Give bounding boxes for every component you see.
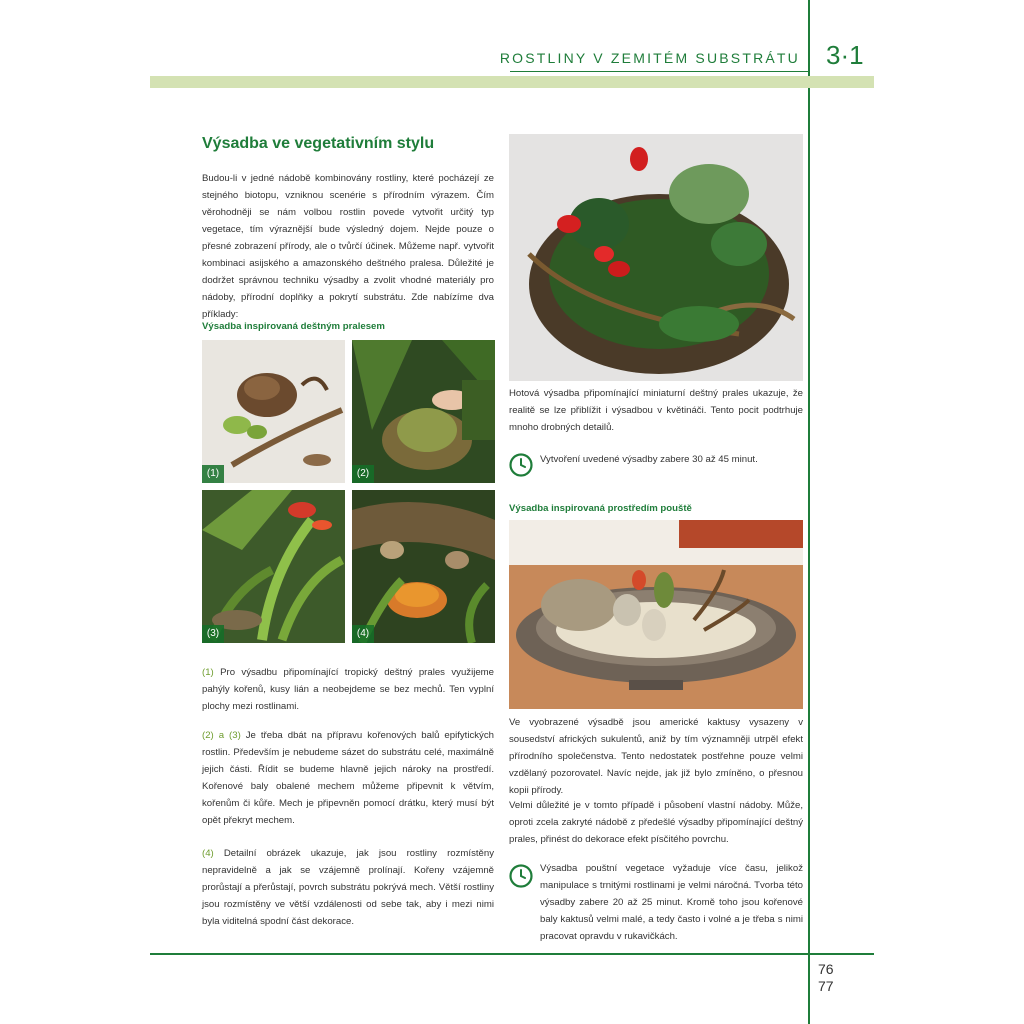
step-1-text: Pro výsadbu připomínající tropický deštný prales využijeme pahýly kořenů, kusy lián a neobejdeme se bez mechů. Ten vyplní plochy mezi rostlinami. [202,667,494,712]
step-1-tag: (1) [202,667,214,678]
intro-paragraph: Budou-li v jedné nádobě kombinovány rostliny, které pocházejí ze stejného biotopu, vzniknou scenérie s přírodním výrazem. Čím věrohodněji se nám volbou rostlin povede vytvořit určitý typ vegetace, tím výraznější bude výsledný dojem. Nejde pouze o přesné zobrazení přírody, ale o tvůrčí účinek. Můžeme např. vytvořit kombinaci asijského a amazonského deštného pralesa. Důležité je dodržet správnou techniku výsadby a zvolit vhodné materiály pro nádoby, přírodní doplňky a pokrytí substrátu. Zde nabízíme dva příklady: [202,173,494,320]
photo-tag-2: (2) [352,465,374,483]
step-2-3-tag: (2) a (3) [202,730,241,741]
photo-desert-bowl [509,520,803,709]
step-1-paragraph [202,664,494,715]
photo-tag-3: (3) [202,625,224,643]
clock-icon [509,864,533,888]
rainforest-subhead: Výsadba inspirovaná deštným pralesem [202,321,385,332]
photo-step-4 [352,490,495,643]
clock-icon [509,453,533,477]
step-4-paragraph [202,845,494,930]
desert-paragraph-2: Velmi důležité je v tomto případě i působení vlastní nádoby. Může, oproti zcela zakryté nádobě z předešlé výsadby připomínající deštný prales, přinést do dekorace efekt písčitého povrchu. [509,800,803,845]
desert-paragraph-1: Ve vyobrazené výsadbě jsou americké kaktusy vysazeny v sousedství afrických sukulentů, aniž by tím významněji utrpěl efekt přírodního společenstva. Tento nedostatek postřehne pouze velmi vzdělaný pozorovatel. Navíc nejde, jak již bylo zmíněno, o přesnou kopii přírody. [509,717,803,796]
header-rule [510,71,808,72]
photo-step-3 [202,490,345,643]
chapter-number: 3·1 [826,40,864,70]
photo-tag-1: (1) [202,465,224,483]
header-band [150,76,874,88]
rainforest-time-note: Vytvoření uvedené výsadby zabere 30 až 45 minut. [540,454,758,465]
desert-subhead: Výsadba inspirovaná prostředím pouště [509,503,692,514]
photo-tag-4: (4) [352,625,374,643]
page-number-left: 76 [818,961,834,977]
photo-rainforest-result [509,134,803,381]
page-edge-line [808,0,810,1024]
step-2-3-paragraph [202,727,494,829]
chapter-title: ROSTLINY V ZEMITÉM SUBSTRÁTU [499,50,800,66]
desert-time-note: Výsadba pouštní vegetace vyžaduje více času, jelikož manipulace s trnitými rostlinami je velmi náročná. Tvorba této výsadby zabere 20 až 25 minut. Kromě toho jsou kořenové baly kaktusů velmi malé, a tedy často i volné a je třeba s nimi pracovat opravdu v rukavičkách. [540,863,803,942]
page-numbers [818,961,834,995]
photo-step-2 [352,340,495,483]
step-4-tag: (4) [202,848,214,859]
page-number-right: 77 [818,978,834,994]
photo-step-1 [202,340,345,483]
step-4-text: Detailní obrázek ukazuje, jak jsou rostliny rozmístěny nepravidelně a jak se vzájemně prolínají. Kořeny vzájemně prorůstají a přerůstají, povrch substrátu pokrývá mech. Větší rostliny jsou rozmístěny ve větší vzdálenosti od sebe tak, aby i mezi nimi byla viditelná spodní část dekorace. [202,848,494,927]
rainforest-caption: Hotová výsadba připomínající miniaturní deštný prales ukazuje, že realitě se lze přiblížit i výsadbou v květináči. Tento pocit podtrhuje mnoho drobných detailů. [509,388,803,433]
footer-rule [150,953,874,955]
section-title: Výsadba ve vegetativním stylu [202,135,435,152]
step-2-3-text: Je třeba dbát na přípravu kořenových balů epifytických rostlin. Především je nebudeme sázet do substrátu celé, maximálně jejich části. Řídit se budeme hlavně jejich nároky na prostředí. Kořenové baly obalené mechem můžeme připevnit k větvím, kořenům či kůře. Mech je připevněn pomocí drátku, který musí být opět překryt mechem. [202,730,494,826]
